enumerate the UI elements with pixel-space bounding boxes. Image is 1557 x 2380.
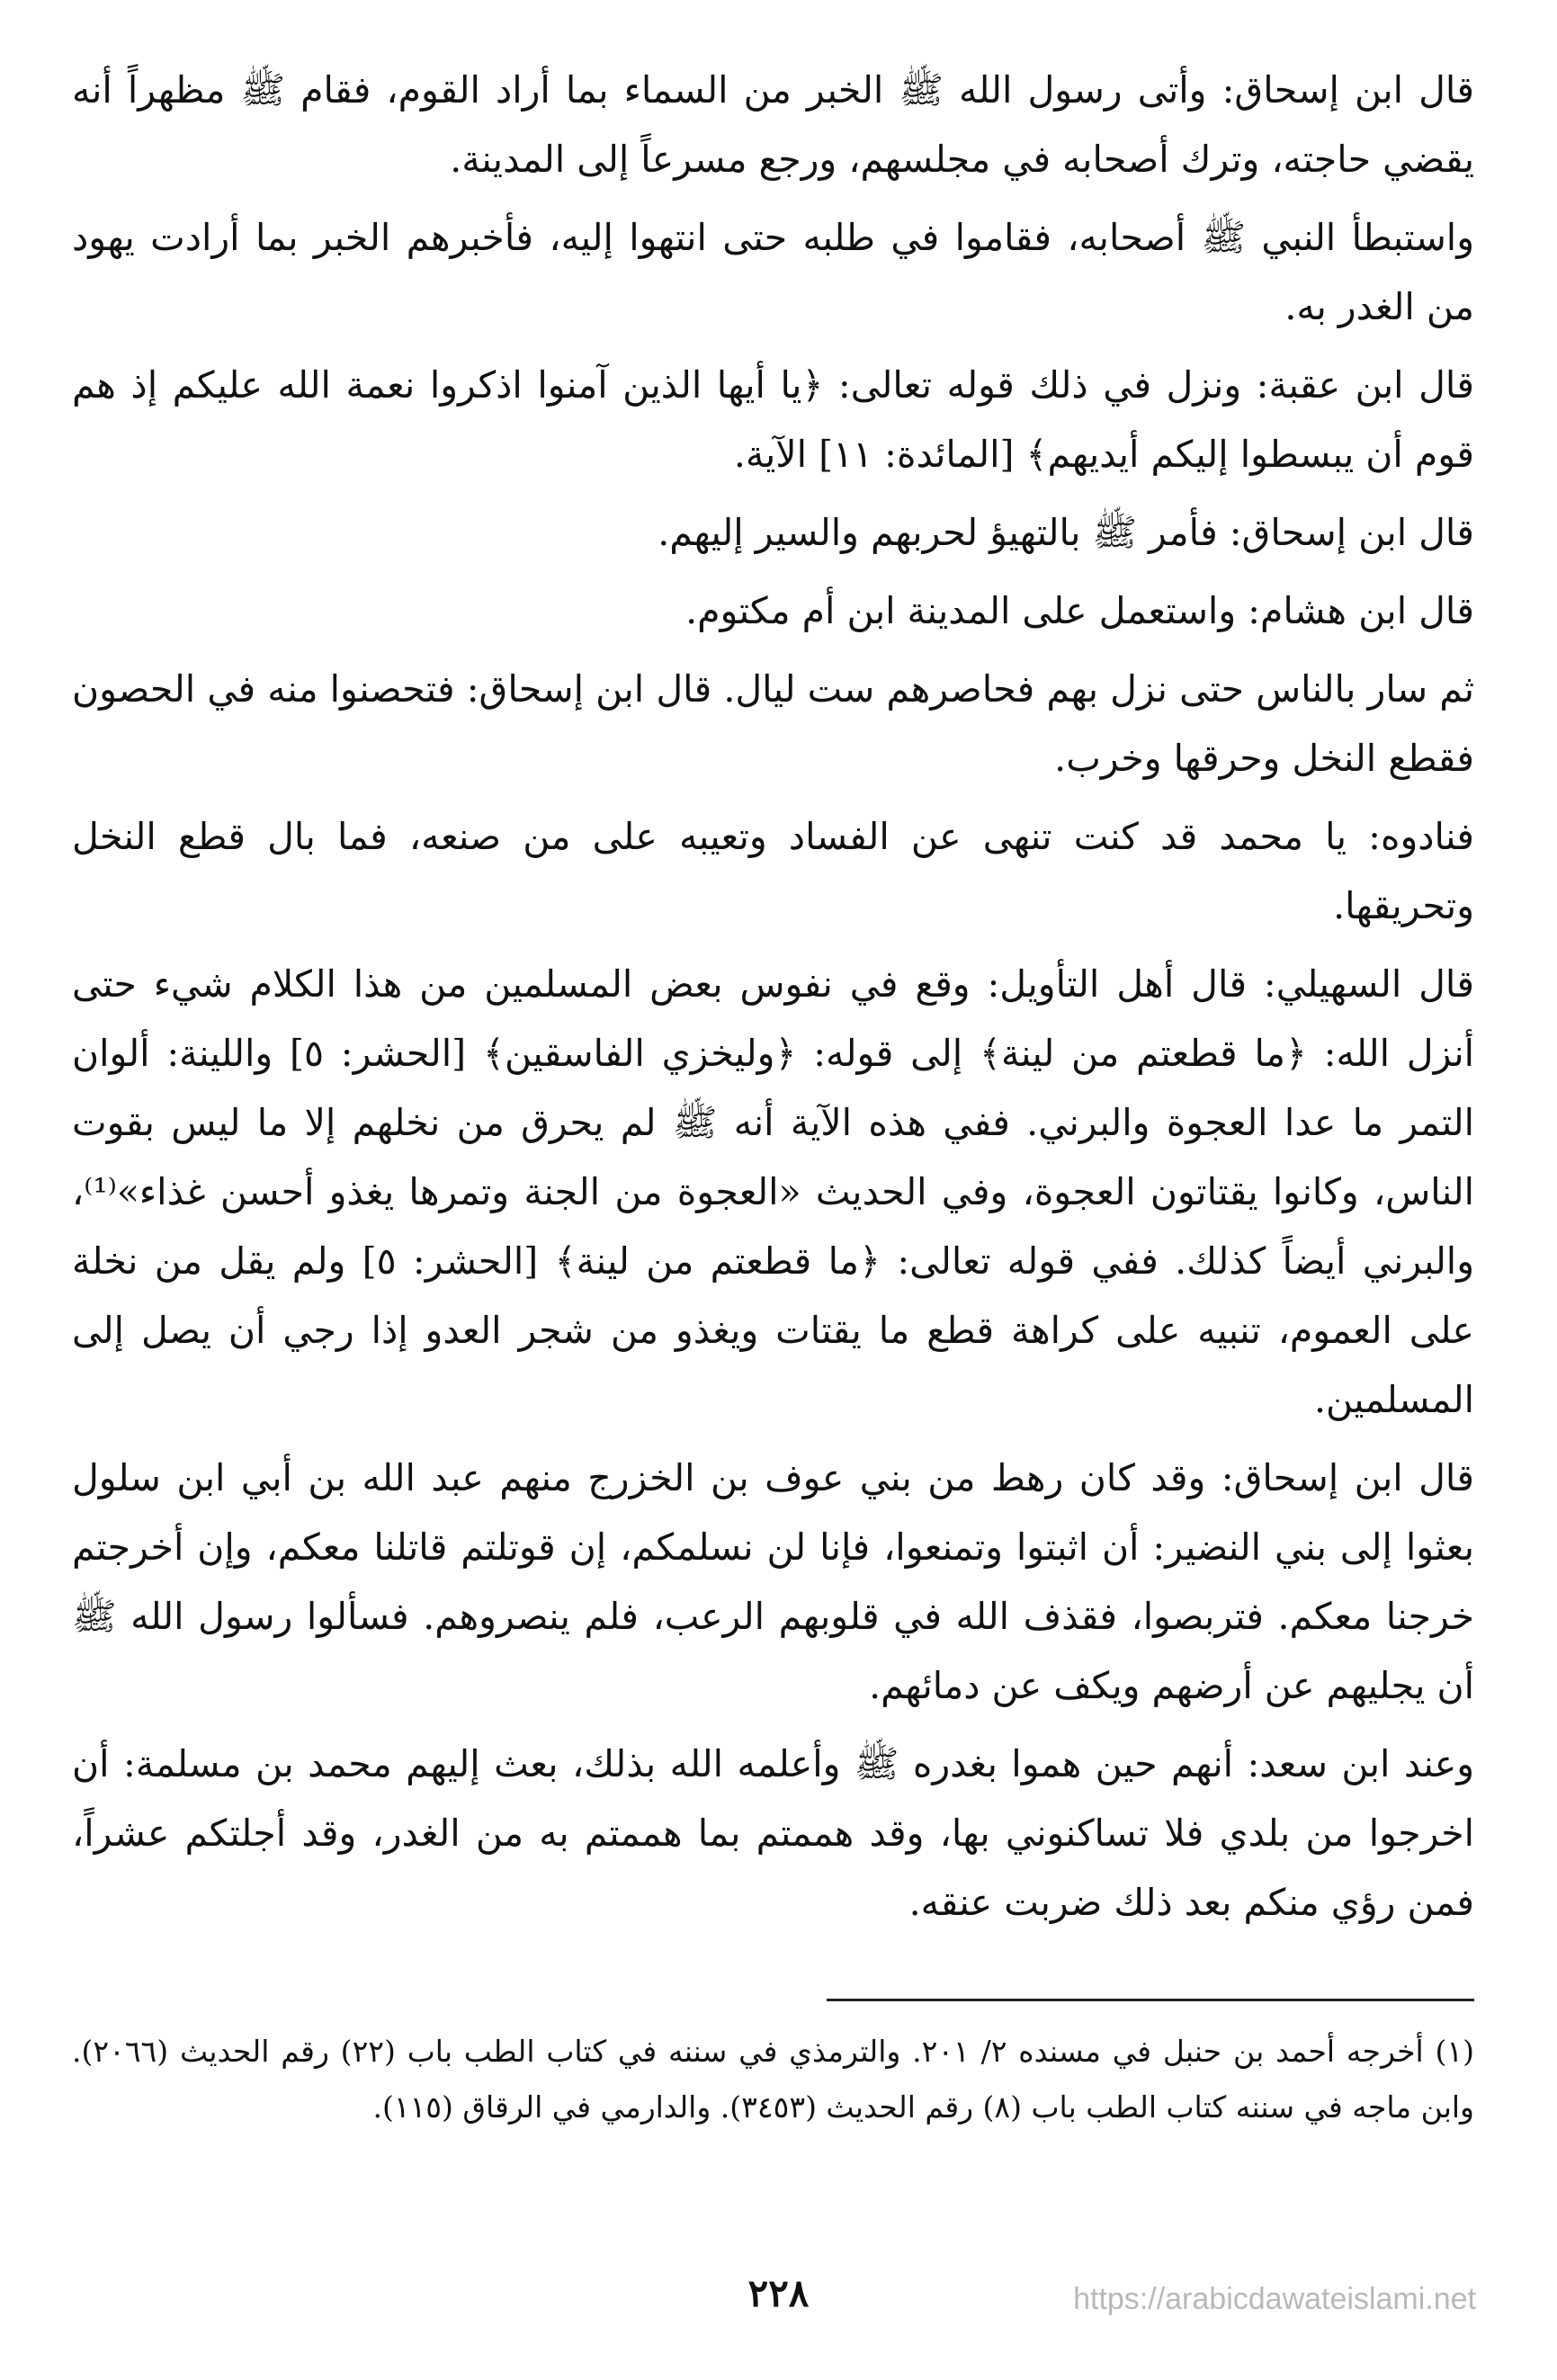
paragraph-10: وعند ابن سعد: أنهم حين هموا بغدره ﷺ وأعلمه الله بذلك، بعث إليهم محمد بن مسلمة: أن اخرجوا من بلدي فلا تساكنوني بها، وقد هممتم بما هممتم به من الغدر، وقد أجلتكم عشراً، فمن رؤي منكم بعد ذلك ضربت عنقه. <box>72 1742 1474 1924</box>
page-number: ٢٢٨ <box>747 2271 810 2315</box>
paragraph-1: قال ابن إسحاق: وأتى رسول الله ﷺ الخبر من السماء بما أراد القوم، فقام ﷺ مظهراً أنه يقضي حاجته، وترك أصحابه في مجلسهم، ورجع مسرعاً إلى المدينة. <box>72 68 1474 181</box>
page-body <box>72 56 1474 1946</box>
paragraph-2: واستبطأ النبي ﷺ أصحابه، فقاموا في طلبه حتى انتهوا إليه، فأخبرهم الخبر بما أرادت يهود من الغدر به. <box>72 216 1474 328</box>
paragraph-9: قال ابن إسحاق: وقد كان رهط من بني عوف بن الخزرج منهم عبد الله بن أبي ابن سلول بعثوا إلى بني النضير: أن اثبتوا وتمنعوا، فإنا لن نسلمكم، إن قوتلتم قاتلنا معكم، وإن أخرجتم خرجنا معكم. فتربصوا، فقذف الله في قلوبهم الرعب، فلم ينصروهم. فسألوا رسول الله ﷺ أن يجليهم عن أرضهم ويكف عن دمائهم. <box>72 1456 1474 1707</box>
footnotes <box>72 2024 1474 2135</box>
paragraph-3: قال ابن عقبة: ونزل في ذلك قوله تعالى: ﴿يا أيها الذين آمنوا اذكروا نعمة الله عليكم إذ هم قوم أن يبسطوا إليكم أيديهم﴾ [المائدة: ١١] الآية. <box>72 363 1474 476</box>
watermark-url: https://arabicdawateislami.net <box>1073 2282 1476 2316</box>
paragraph-4: قال ابن إسحاق: فأمر ﷺ بالتهيؤ لحربهم والسير إليهم. <box>658 511 1474 554</box>
footnote-divider <box>827 1999 1474 2001</box>
footnote-1: (١) أخرجه أحمد بن حنبل في مسنده ٢/ ٢٠١. والترمذي في سننه في كتاب الطب باب (٢٢) رقم الحديث (٢٠٦٦). وابن ماجه في سننه كتاب الطب باب (٨) رقم الحديث (٣٤٥٣). والدارمي في الرقاق (١١٥). <box>72 2034 1475 2125</box>
paragraph-8: قال السهيلي: قال أهل التأويل: وقع في نفوس بعض المسلمين من هذا الكلام شيء حتى أنزل الله: ﴿ما قطعتم من لينة﴾ إلى قوله: ﴿وليخزي الفاسقين﴾ [الحشر: ٥] واللينة: ألوان التمر ما عدا العجوة والبرني. ففي هذه الآية أنه ﷺ لم يحرق من نخلهم إلا ما ليس بقوت الناس، وكانوا يقتاتون العجوة، وفي الحديث «العجوة من الجنة وتمرها يغذو أحسن غذاء»⁽¹⁾، والبرني أيضاً كذلك. ففي قوله تعالى: ﴿ما قطعتم من لينة﴾ [الحشر: ٥] ولم يقل من نخلة على العموم، تنبيه على كراهة قطع ما يقتات ويغذو من شجر العدو إذا رجي أن يصل إلى المسلمين. <box>72 962 1475 1421</box>
paragraph-5: قال ابن هشام: واستعمل على المدينة ابن أم مكتوم. <box>685 589 1474 632</box>
paragraph-6: ثم سار بالناس حتى نزل بهم فحاصرهم ست ليال. قال ابن إسحاق: فتحصنوا منه في الحصون فقطع النخل وحرقها وخرب. <box>72 667 1474 780</box>
paragraph-7: فنادوه: يا محمد قد كنت تنهى عن الفساد وتعيبه على من صنعه، فما بال قطع النخل وتحريقها. <box>72 815 1474 927</box>
